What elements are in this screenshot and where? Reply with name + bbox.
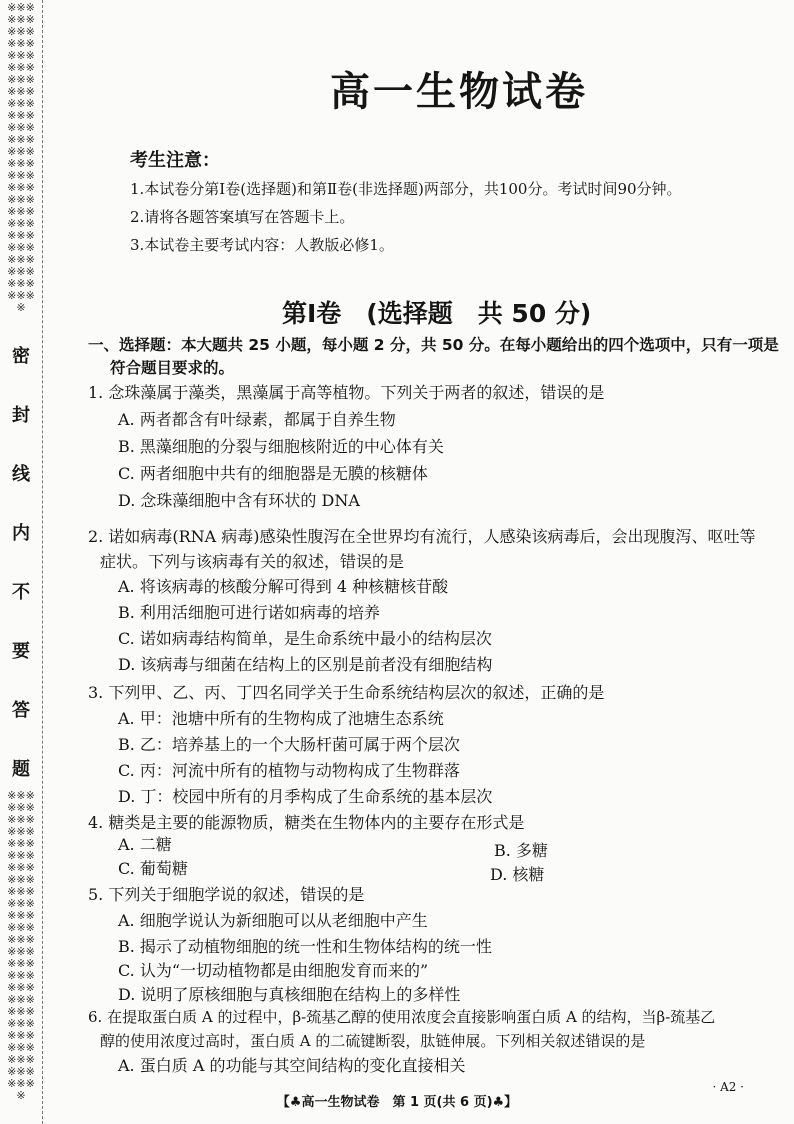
question-stem: 1. 念珠藻属于藻类，黑藻属于高等植物。下列关于两者的叙述，错误的是 (88, 383, 605, 402)
option: D. 核糖 (490, 865, 545, 884)
instruction-line: 一、选择题：本大题共 25 小题，每小题 2 分，共 50 分。在每小题给出的四个选项中，只有一项是 (88, 336, 779, 354)
page-footer: 【♣高一生物试卷 第 1 页(共 6 页)♣】 (276, 1095, 518, 1110)
option: B. 揭示了动植物细胞的统一性和生物体结构的统一性 (118, 937, 492, 956)
notice-item: 1.本试卷分第Ⅰ卷(选择题)和第Ⅱ卷(非选择题)两部分，共100分。考试时间90分钟。 (130, 180, 682, 198)
option: B. 多糖 (494, 841, 548, 860)
option: D. 该病毒与细菌在结构上的区别是前者没有细胞结构 (118, 655, 493, 674)
binding-stars-bottom: ※※※※※※※※※※※※※※※※※※※※※※※※※※※※※※※※※※※※※※※※※※※※※※※※※※※※※※※※※※※※※※※※※※※※※※※※※※※※ (7, 790, 35, 1102)
option: A. 细胞学说认为新细胞可以从老细胞中产生 (118, 911, 428, 930)
option: C. 诺如病毒结构简单，是生命系统中最小的结构层次 (118, 629, 492, 648)
notice-item: 3.本试卷主要考试内容：人教版必修1。 (130, 236, 394, 254)
option: A. 蛋白质 A 的功能与其空间结构的变化直接相关 (118, 1056, 466, 1075)
binding-stars-top: ※※※※※※※※※※※※※※※※※※※※※※※※※※※※※※※※※※※※※※※※※※※※※※※※※※※※※※※※※※※※※※※※※※※※※※※※※※※※ (7, 2, 35, 314)
question-stem: 4. 糖类是主要的能源物质，糖类在生物体内的主要存在形式是 (88, 813, 525, 832)
option: A. 将该病毒的核酸分解可得到 4 种核糖核苷酸 (118, 577, 449, 596)
option: D. 念珠藻细胞中含有环状的 DNA (118, 491, 360, 510)
option: D. 说明了原核细胞与真核细胞在结构上的多样性 (118, 985, 461, 1004)
page-title: 高一生物试卷 (330, 69, 588, 115)
question-stem: 醇的使用浓度过高时，蛋白质 A 的二硫键断裂，肽链伸展。下列相关叙述错误的是 (100, 1032, 646, 1050)
section-title: 第Ⅰ卷 (选择题 共 50 分) (282, 299, 592, 328)
option: B. 利用活细胞可进行诺如病毒的培养 (118, 603, 380, 622)
seal-line-warning (8, 345, 34, 817)
seal-char: 封 (12, 405, 30, 426)
question-stem: 6. 在提取蛋白质 A 的过程中，β-巯基乙醇的使用浓度会直接影响蛋白质 A 的结构，当β-巯基乙 (88, 1008, 716, 1026)
seal-char: 答 (12, 700, 30, 721)
binding-margin (0, 0, 43, 1124)
question-stem: 2. 诺如病毒(RNA 病毒)感染性腹泻在全世界均有流行，人感染该病毒后，会出现腹泻、呕吐等 (88, 527, 756, 546)
option: C. 两者细胞中共有的细胞器是无膜的核糖体 (118, 464, 428, 483)
notice-heading: 考生注意： (130, 150, 220, 171)
seal-char: 线 (12, 464, 30, 485)
option: C. 认为“一切动植物都是由细胞发育而来的” (118, 961, 429, 980)
seal-char: 题 (12, 759, 30, 780)
question-stem: 3. 下列甲、乙、丙、丁四名同学关于生命系统结构层次的叙述，正确的是 (88, 683, 605, 702)
page-code: · A2 · (712, 1080, 744, 1094)
option: B. 黑藻细胞的分裂与细胞核附近的中心体有关 (118, 437, 444, 456)
seal-char: 不 (12, 582, 30, 603)
seal-char: 内 (12, 523, 30, 544)
notice-item: 2.请将各题答案填写在答题卡上。 (130, 208, 355, 226)
question-stem: 5. 下列关于细胞学说的叙述，错误的是 (88, 885, 365, 904)
option: D. 丁：校园中所有的月季构成了生命系统的基本层次 (118, 787, 493, 806)
instruction-line: 符合题目要求的。 (110, 359, 235, 377)
option: C. 丙：河流中所有的植物与动物构成了生物群落 (118, 761, 460, 780)
option: B. 乙：培养基上的一个大肠杆菌可属于两个层次 (118, 735, 460, 754)
option: A. 两者都含有叶绿素，都属于自养生物 (118, 410, 396, 429)
question-stem: 症状。下列与该病毒有关的叙述，错误的是 (100, 552, 405, 571)
seal-char: 密 (12, 346, 30, 367)
option: A. 二糖 (118, 835, 172, 854)
seal-char: 要 (12, 641, 30, 662)
option: C. 葡萄糖 (118, 859, 188, 878)
option: A. 甲：池塘中所有的生物构成了池塘生态系统 (118, 709, 444, 728)
